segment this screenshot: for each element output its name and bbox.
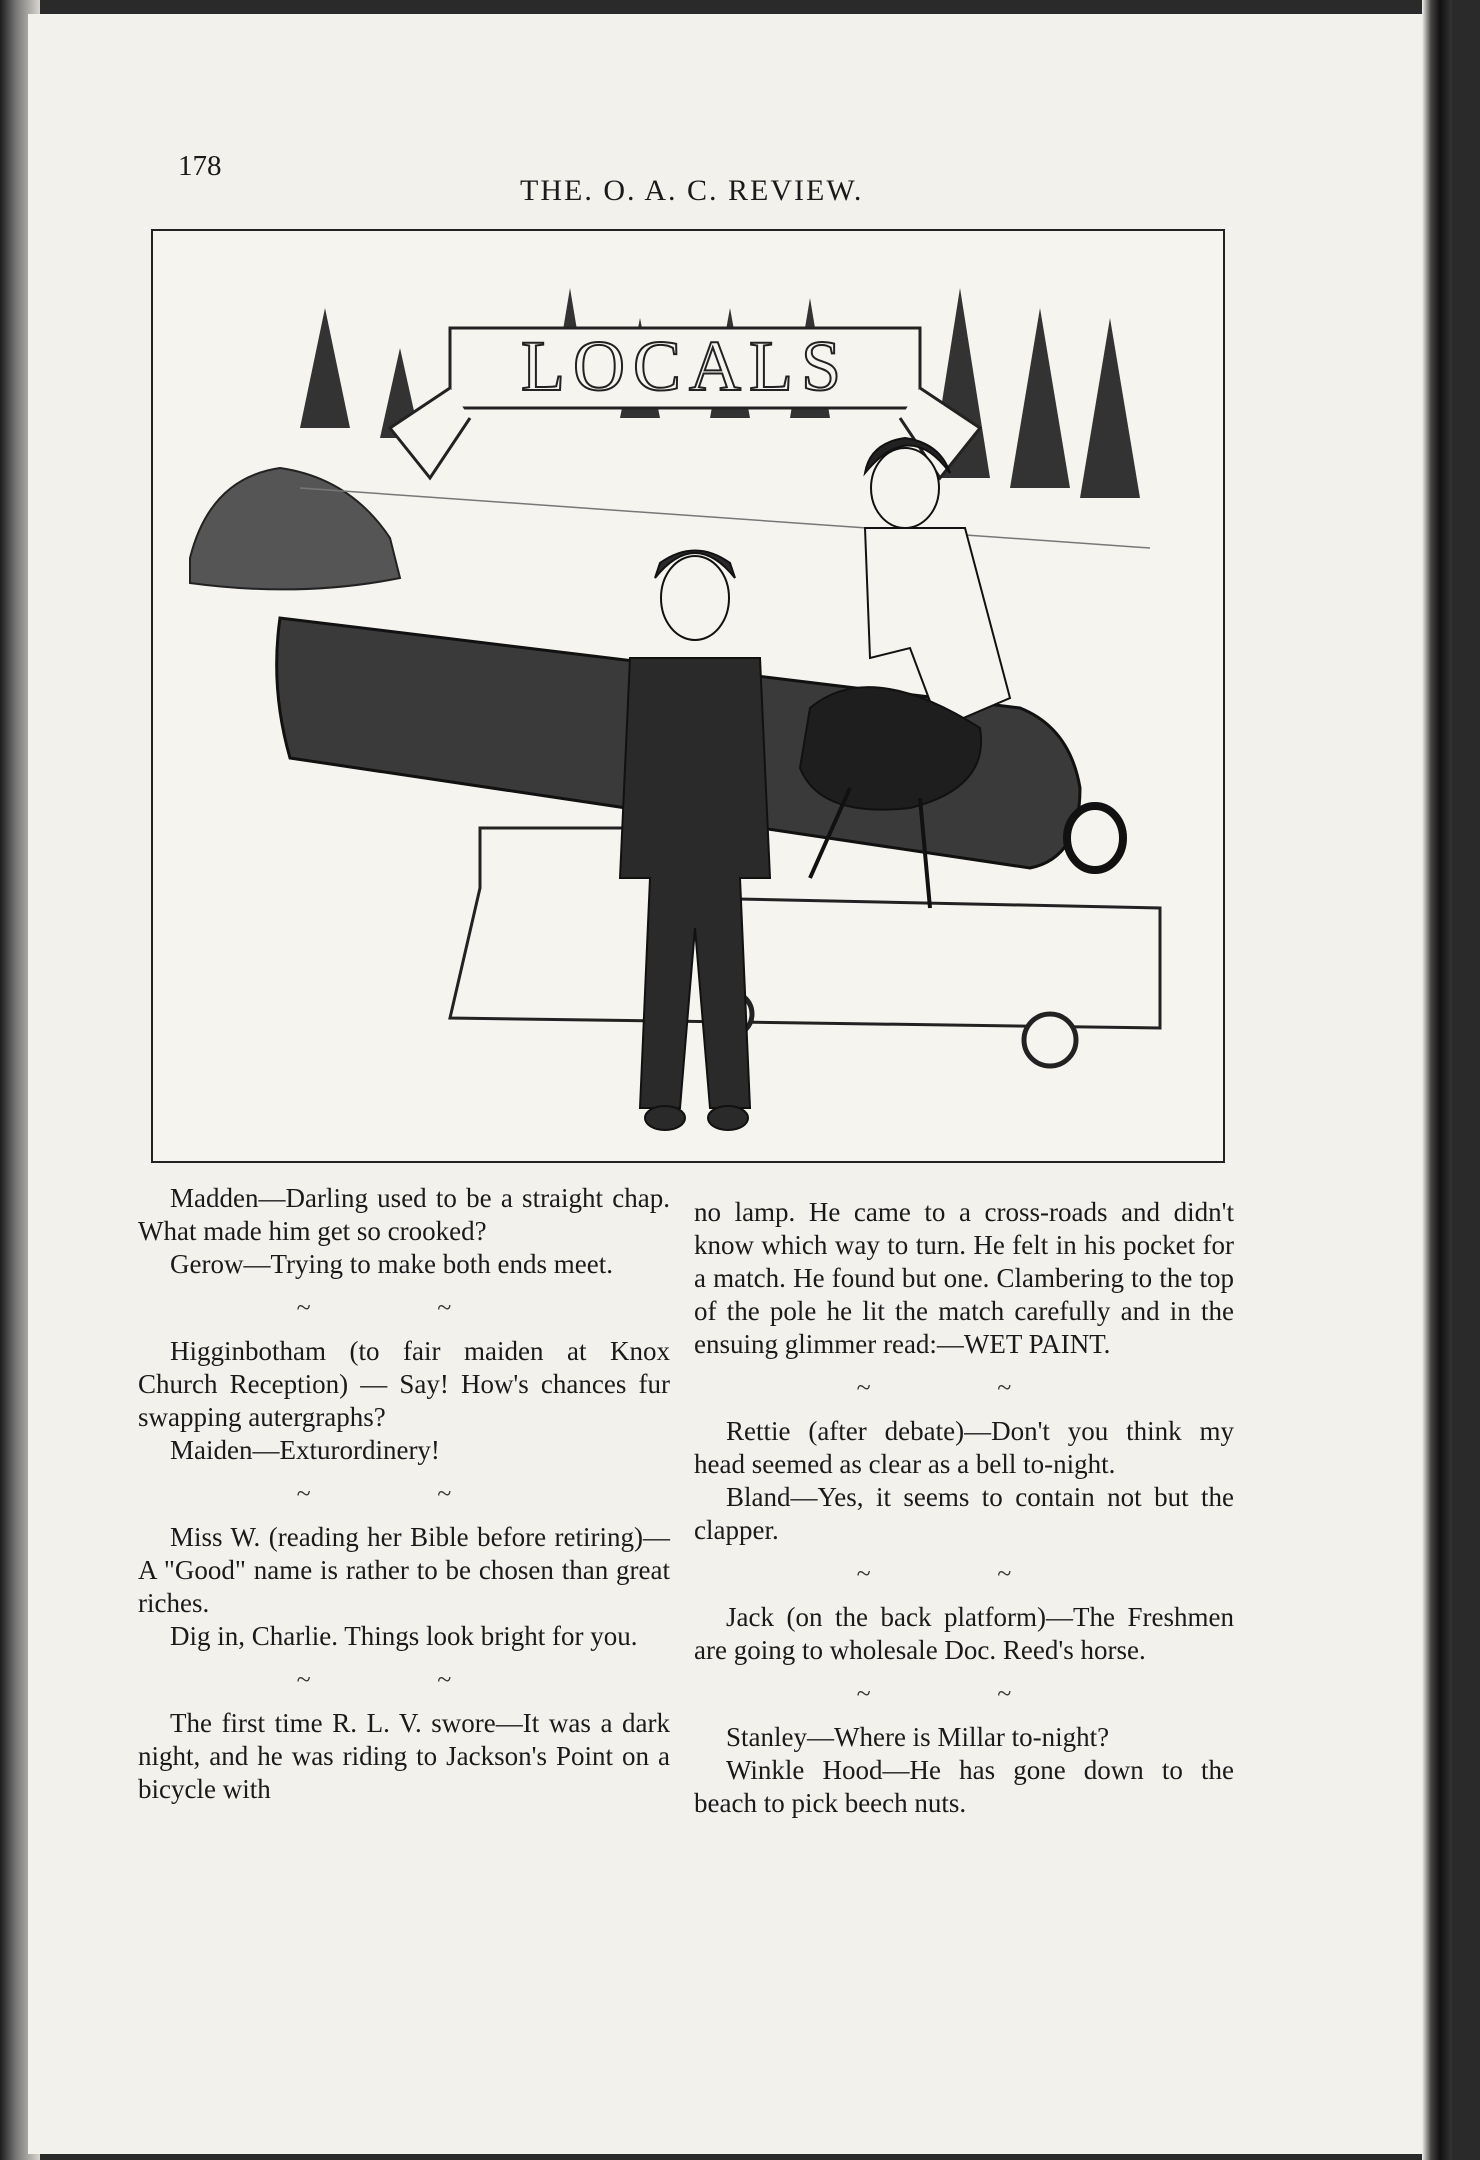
joke-charlie: Dig in, Charlie. Things look bright for you. [170,1621,638,1651]
section-ornament: ~ ~ [856,1679,1072,1708]
joke-madden: Madden—Darling used to be a straight chap. What made him get so crooked? [138,1183,670,1246]
joke-stanley: Stanley—Where is Millar to-night? [726,1722,1110,1752]
joke-gerow: Gerow—Trying to make both ends meet. [170,1249,613,1279]
book-spine [1422,0,1452,2160]
right-column [694,1196,1234,1820]
joke-miss-w: Miss W. (reading her Bible before retiring)—A "Good" name is rather to be chosen than great riches. [138,1522,670,1618]
joke-rlv-start: The first time R. L. V. swore—It was a dark night, and he was riding to Jackson's Point on a bicycle with [138,1708,670,1804]
page-number: 178 [178,150,222,182]
joke-rettie: Rettie (after debate)—Don't you think my head seemed as clear as a bell to-night. [694,1416,1234,1479]
joke-jack: Jack (on the back platform)—The Freshmen are going to wholesale Doc. Reed's horse. [694,1602,1234,1665]
left-column [138,1182,670,1806]
section-ornament: ~ ~ [856,1559,1072,1588]
locals-illustration [150,228,1226,1164]
joke-rlv-continued: no lamp. He came to a cross-roads and didn't know which way to turn. He felt in his pocket for a match. He found but one. Clambering to the top of the pole he lit the match carefully and in the ensuing glimmer read:—WET PAINT. [694,1197,1234,1359]
banner-text: LOCALS [520,326,850,406]
joke-higginbotham: Higginbotham (to fair maiden at Knox Church Reception) — Say! How's chances fur swapping autergraphs? [138,1336,670,1432]
section-ornament: ~ ~ [856,1373,1072,1402]
joke-maiden: Maiden—Exturordinery! [170,1435,440,1465]
joke-winkle-hood: Winkle Hood—He has gone down to the beach to pick beech nuts. [694,1755,1234,1818]
running-title: THE. O. A. C. REVIEW. [520,174,864,207]
joke-bland: Bland—Yes, it seems to contain not but the clapper. [694,1482,1234,1545]
section-ornament: ~ ~ [296,1479,512,1508]
section-ornament: ~ ~ [296,1665,512,1694]
section-ornament: ~ ~ [296,1293,512,1322]
